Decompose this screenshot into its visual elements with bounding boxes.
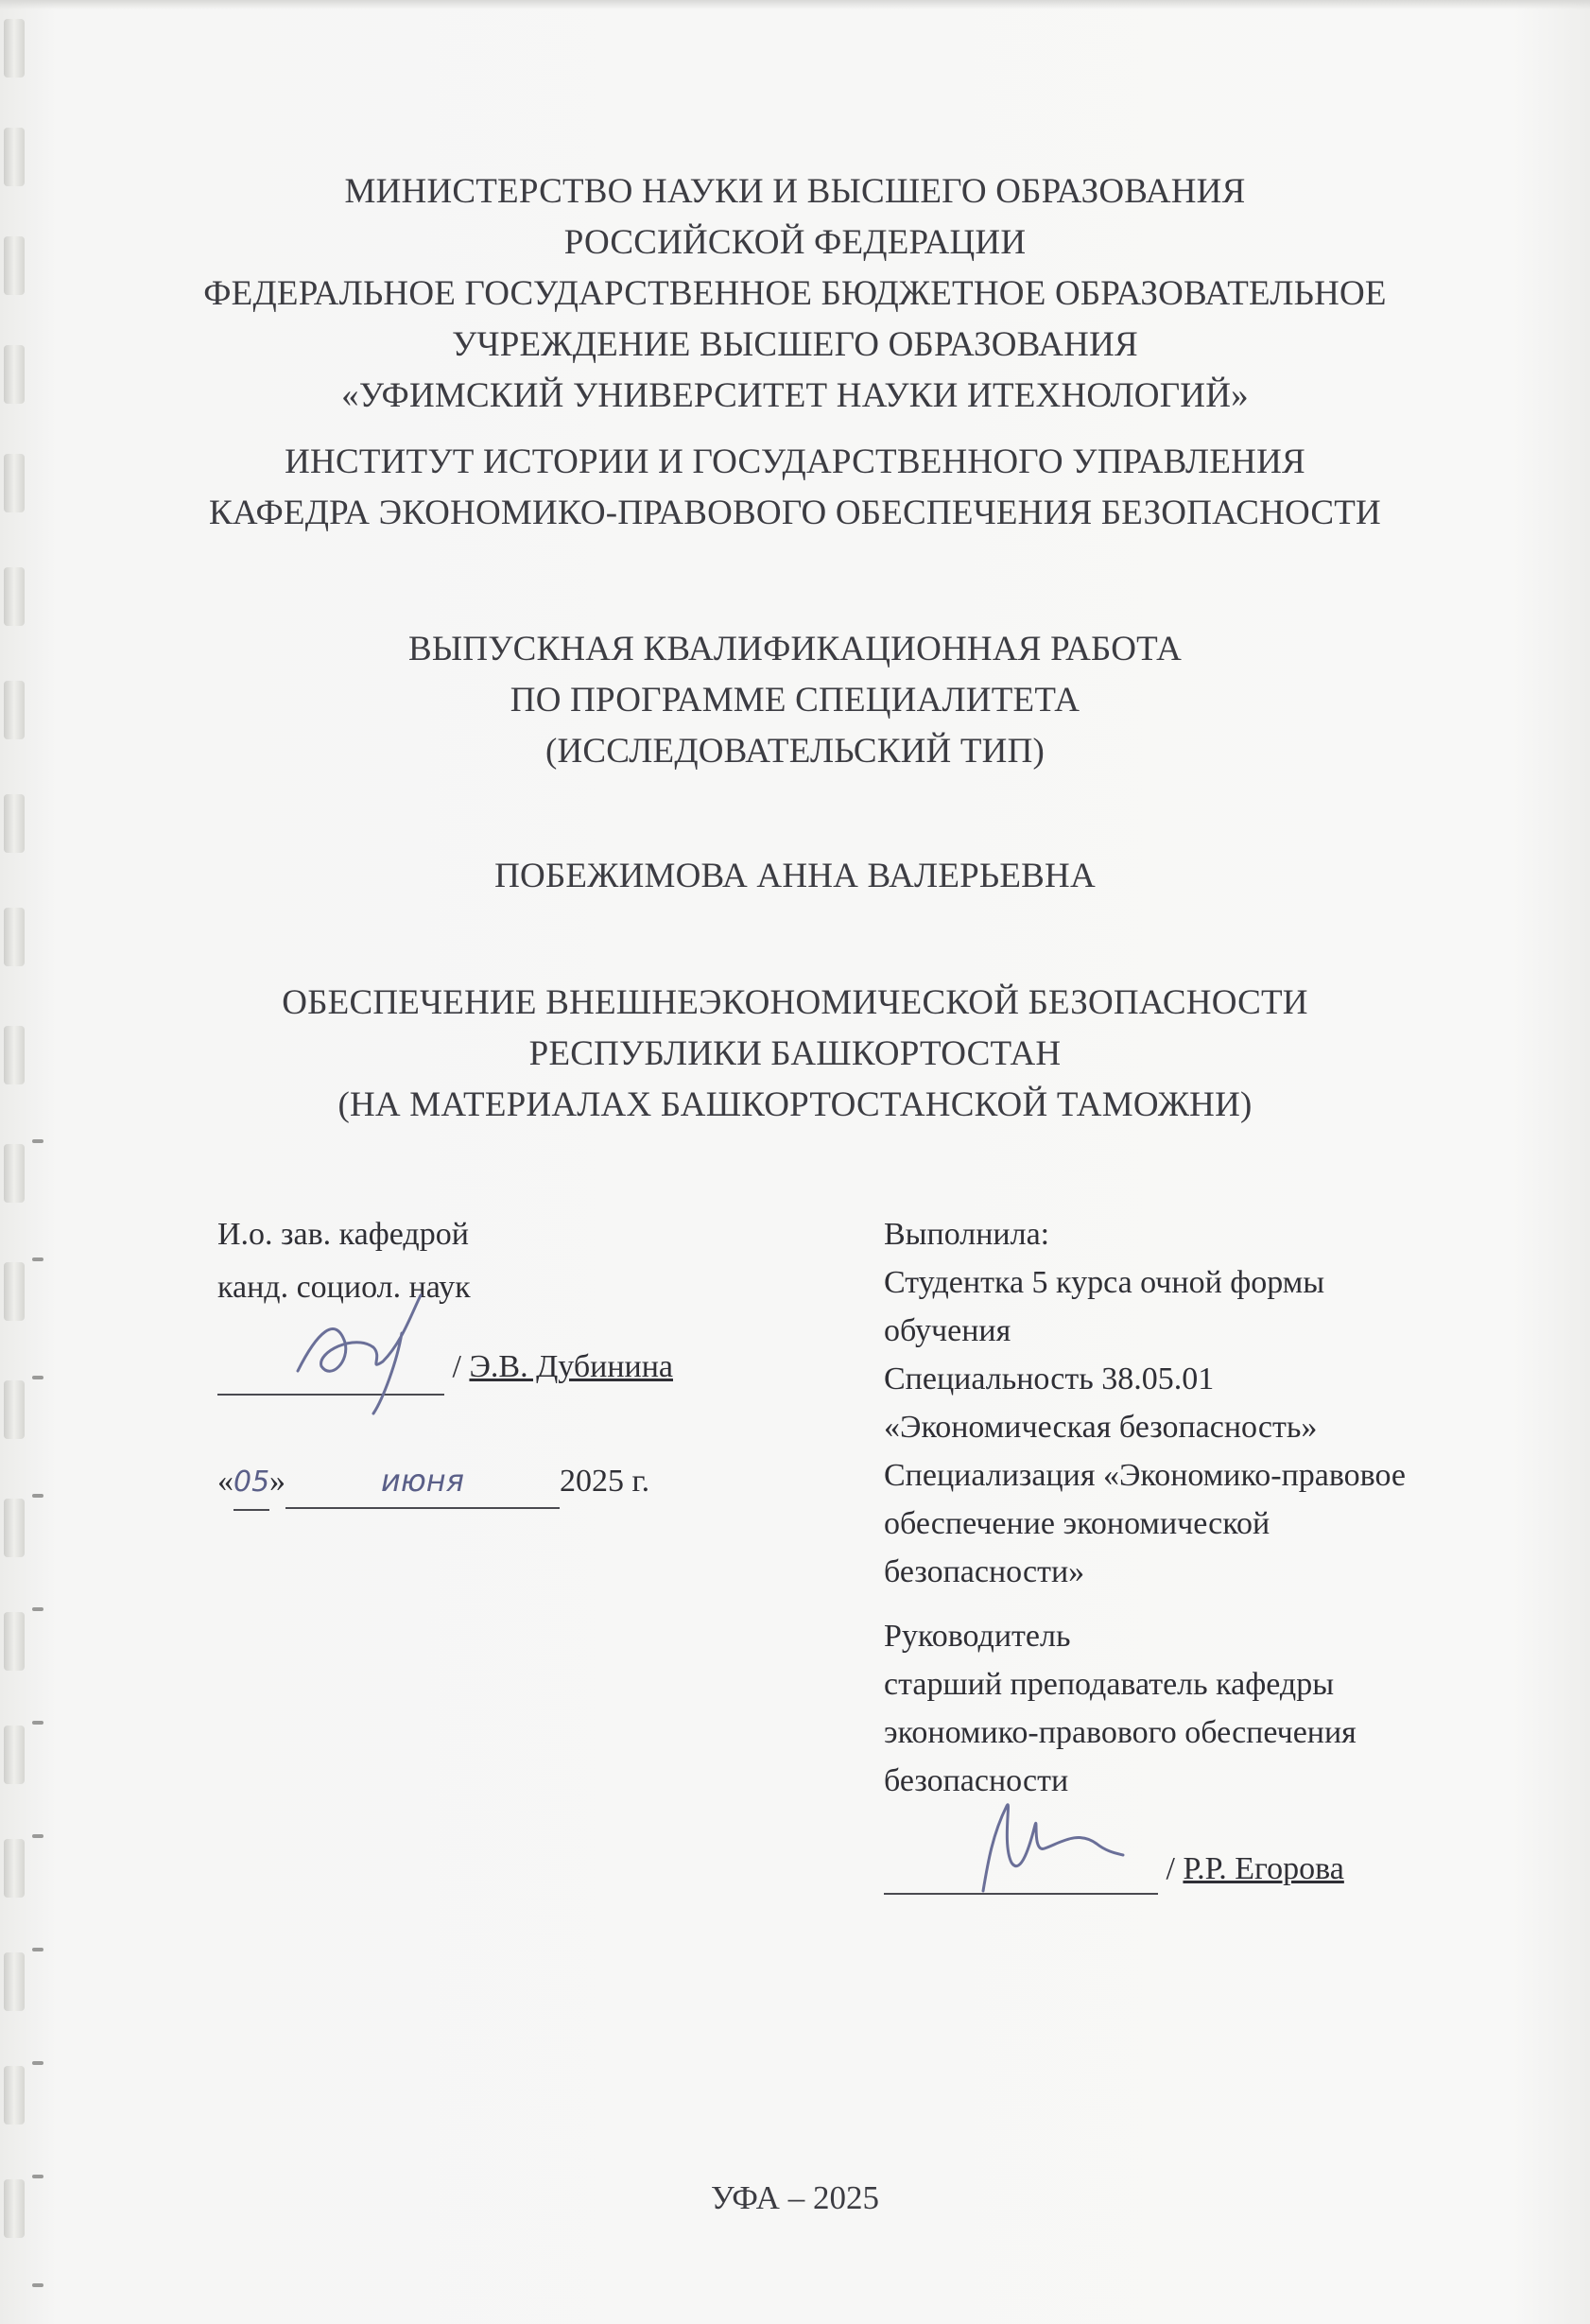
supervisor-position-3: безопасности xyxy=(884,1763,1069,1798)
binding-ring xyxy=(4,1952,25,2011)
binding-ring xyxy=(4,1612,25,1671)
date-close-quote: » xyxy=(269,1464,285,1499)
performer-label: Выполнила: xyxy=(884,1217,1050,1252)
institution-line-3: «УФИМСКИЙ УНИВЕРСИТЕТ НАУКИ ИТЕХНОЛОГИЙ» xyxy=(341,376,1249,415)
ministry-line-1: МИНИСТЕРСТВО НАУКИ И ВЫСШЕГО ОБРАЗОВАНИЯ xyxy=(344,172,1246,211)
page-edge-shadow xyxy=(0,0,1590,9)
ministry-line-2: РОССИЙСКОЙ ФЕДЕРАЦИИ xyxy=(563,223,1027,262)
binding-ring xyxy=(4,908,25,966)
specialty-line-1: Специальность 38.05.01 xyxy=(884,1361,1215,1396)
binding-ring xyxy=(4,19,25,78)
binding-mark xyxy=(32,1948,43,1951)
specialization-line-2: обеспечение экономической xyxy=(884,1506,1270,1541)
binding-ring xyxy=(4,1839,25,1898)
footer-city-year: УФА – 2025 xyxy=(711,2179,879,2216)
work-type-line-2: ПО ПРОГРАММЕ СПЕЦИАЛИТЕТА xyxy=(510,681,1080,720)
institution-line-1: ФЕДЕРАЛЬНОЕ ГОСУДАРСТВЕННОЕ БЮДЖЕТНОЕ ОБРАЗОВАТЕЛЬНОЕ xyxy=(203,274,1387,313)
binding-mark xyxy=(32,1376,43,1379)
thesis-title-line-3: (НА МАТЕРИАЛАХ БАШКОРТОСТАНСКОЙ ТАМОЖНИ) xyxy=(337,1085,1253,1124)
student-line-2: обучения xyxy=(884,1313,1011,1348)
thesis-title-line-1: ОБЕСПЕЧЕНИЕ ВНЕШНЕЭКОНОМИЧЕСКОЙ БЕЗОПАСНОСТИ xyxy=(282,983,1308,1022)
date-day: 05 xyxy=(233,1456,269,1511)
specialization-line-1: Специализация «Экономико-правовое xyxy=(884,1458,1407,1493)
supervisor-label: Руководитель xyxy=(884,1619,1071,1654)
binding-mark xyxy=(32,1607,43,1611)
binding-ring xyxy=(4,567,25,626)
binding-ring xyxy=(4,794,25,853)
binding-ring xyxy=(4,1144,25,1203)
slash-separator: / xyxy=(452,1349,461,1384)
binding-mark xyxy=(32,2061,43,2065)
institution-line-2: УЧРЕЖДЕНИЕ ВЫСШЕГО ОБРАЗОВАНИЯ xyxy=(452,325,1138,364)
approver-signature xyxy=(279,1276,468,1418)
work-type-block xyxy=(0,624,1590,777)
thesis-title-block xyxy=(0,978,1590,1131)
work-type-line-1: ВЫПУСКНАЯ КВАЛИФИКАЦИОННАЯ РАБОТА xyxy=(407,630,1183,668)
department-name: КАФЕДРА ЭКОНОМИКО-ПРАВОВОГО ОБЕСПЕЧЕНИЯ БЕЗОПАСНОСТИ xyxy=(209,494,1381,532)
binding-mark xyxy=(32,1721,43,1725)
binding-mark xyxy=(32,1834,43,1838)
supervisor-name: Р.Р. Егорова xyxy=(1183,1851,1344,1886)
binding-ring xyxy=(4,1380,25,1439)
approval-role: И.о. зав. кафедрой xyxy=(217,1217,469,1252)
binding-mark xyxy=(32,2283,43,2287)
header-block xyxy=(0,166,1590,422)
approver-name: Э.В. Дубинина xyxy=(469,1349,673,1384)
performer-block xyxy=(884,1210,1406,1596)
approval-date-line xyxy=(217,1454,673,1511)
specialty-line-2: «Экономическая безопасность» xyxy=(884,1410,1318,1445)
date-year: 2025 г. xyxy=(560,1464,650,1499)
binding-ring xyxy=(4,2066,25,2125)
work-type-line-3: (ИССЛЕДОВАТЕЛЬСКИЙ ТИП) xyxy=(544,732,1046,771)
institute-name: ИНСТИТУТ ИСТОРИИ И ГОСУДАРСТВЕННОГО УПРАВЛЕНИЯ xyxy=(285,442,1305,481)
binding-mark xyxy=(32,1257,43,1261)
institute-block xyxy=(0,437,1590,539)
supervisor-position-1: старший преподаватель кафедры xyxy=(884,1667,1335,1702)
author-name: ПОБЕЖИМОВА АННА ВАЛЕРЬЕВНА xyxy=(494,857,1096,895)
supervisor-position-2: экономико-правового обеспечения xyxy=(884,1715,1357,1750)
date-open-quote: « xyxy=(217,1464,233,1499)
binding-mark xyxy=(32,1494,43,1498)
author-block xyxy=(0,851,1590,902)
thesis-title-line-2: РЕСПУБЛИКИ БАШКОРТОСТАН xyxy=(528,1034,1062,1073)
binding-ring xyxy=(4,1726,25,1784)
date-month: июня xyxy=(285,1454,560,1509)
slash-separator: / xyxy=(1166,1851,1175,1886)
binding-ring xyxy=(4,1499,25,1557)
binding-mark xyxy=(32,1139,43,1143)
binding-ring xyxy=(4,1262,25,1321)
supervisor-signature xyxy=(955,1787,1125,1900)
specialization-line-3: безопасности» xyxy=(884,1554,1085,1589)
binding-mark xyxy=(32,2175,43,2178)
student-line-1: Студентка 5 курса очной формы xyxy=(884,1265,1325,1300)
approval-degree: канд. социол. наук xyxy=(217,1270,471,1305)
